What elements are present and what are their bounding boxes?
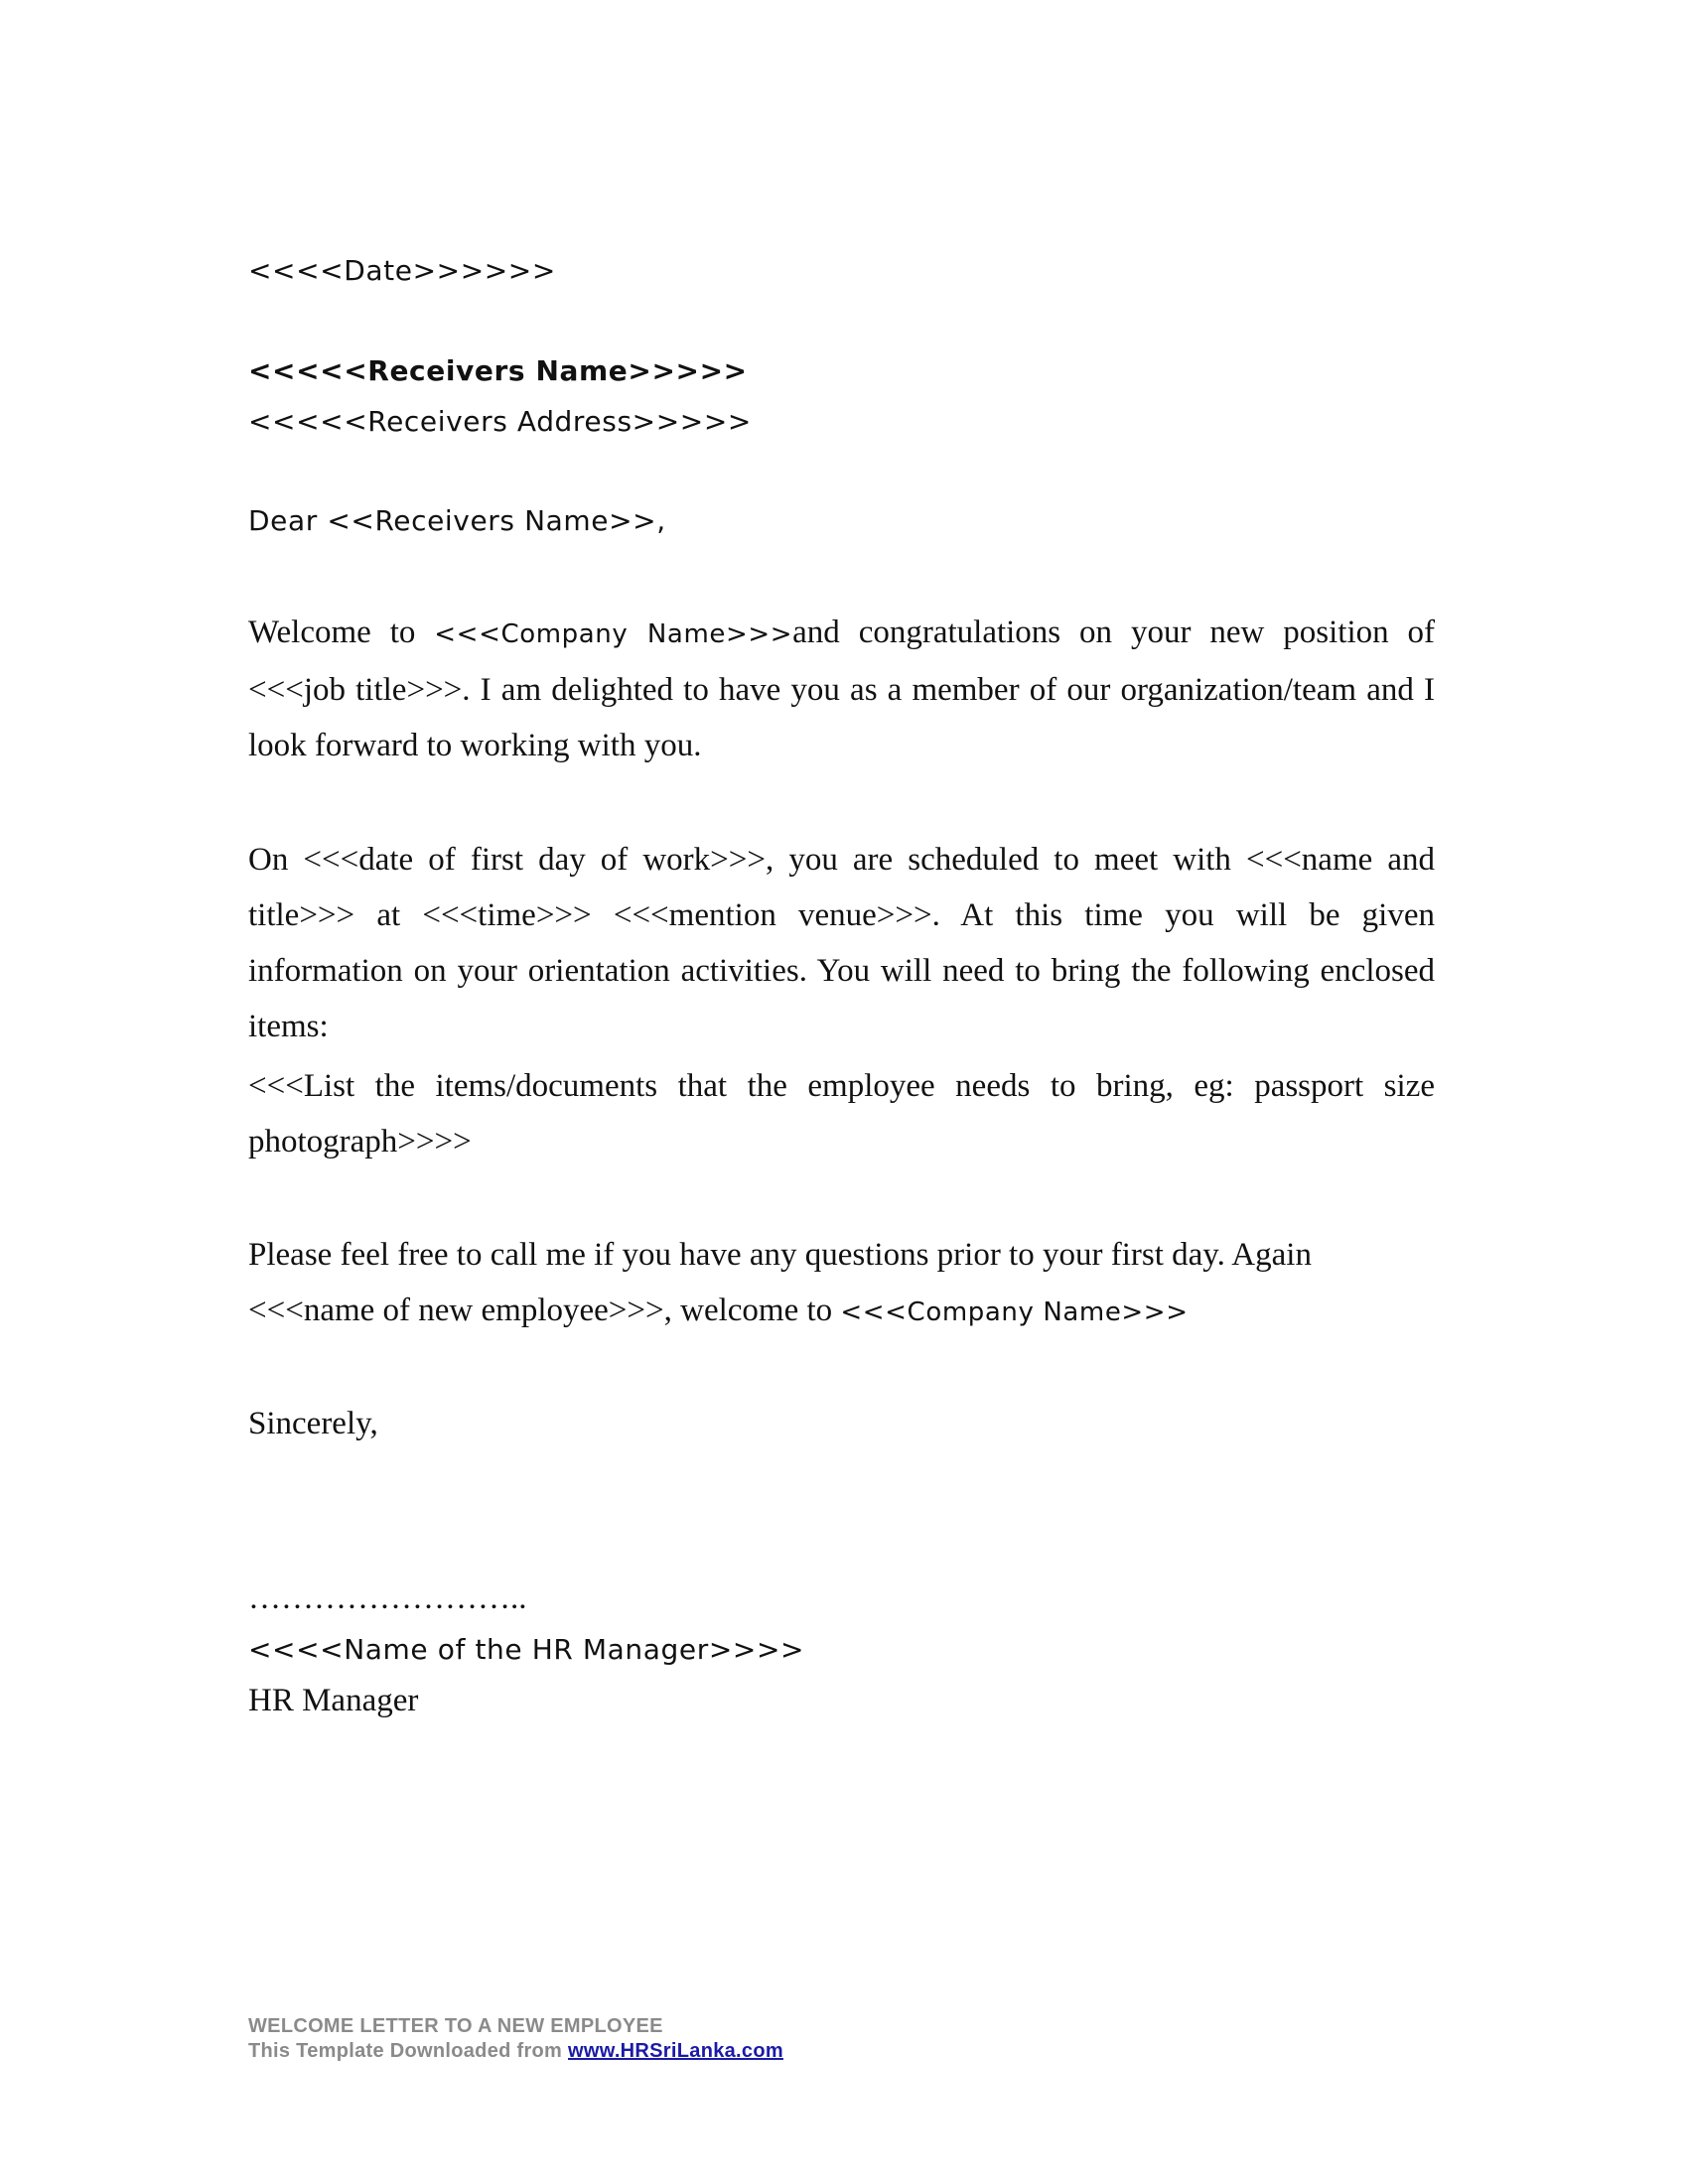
paragraph-text: <<<name of new employee>>>, welcome to [248, 1293, 833, 1328]
paragraph-line: look forward to working with you. [248, 728, 702, 763]
receiver-name: <<<<<Receivers Name>>>>> [248, 354, 748, 387]
paragraph-questions [248, 1227, 1435, 1340]
hr-manager-title: HR Manager [248, 1683, 419, 1718]
paragraph-line: items: [248, 1009, 329, 1044]
footer-website-link[interactable]: www.HRSriLanka.com [568, 2040, 783, 2062]
date-placeholder: <<<<Date>>>>>> [248, 254, 556, 287]
paragraph-welcome [248, 605, 1435, 773]
closing: Sincerely, [248, 1406, 378, 1441]
paragraph-line: On <<<date of first day of work>>>, you are scheduled to meet with <<<name and [248, 842, 1435, 878]
paragraph-text: Welcome to [248, 614, 416, 650]
paragraph-line: <<<List the items/documents that the employee needs to bring, eg: passport size [248, 1068, 1435, 1104]
footer [248, 2014, 1435, 2064]
hr-manager-name: <<<<Name of the HR Manager>>>> [248, 1633, 805, 1666]
company-name-placeholder: <<<Company Name>>> [840, 1297, 1189, 1327]
salutation: Dear <<Receivers Name>>, [248, 504, 666, 537]
footer-download-text: This Template Downloaded from [248, 2040, 563, 2062]
paragraph-line: photograph>>>> [248, 1124, 472, 1160]
paragraph-line: Please feel free to call me if you have any questions prior to your first day. Again [248, 1237, 1312, 1273]
paragraph-line [248, 605, 1435, 662]
paragraph-line: information on your orientation activities. You will need to bring the following enclosed [248, 953, 1435, 989]
paragraph-line: <<<job title>>>. I am delighted to have you as a member of our organization/team and I [248, 672, 1435, 708]
footer-title: WELCOME LETTER TO A NEW EMPLOYEE [248, 2015, 663, 2037]
footer-download-line [248, 2039, 1435, 2064]
company-name-placeholder: <<<Company Name>>> [434, 619, 793, 649]
paragraph-line: title>>> at <<<time>>> <<<mention venue>>>. At this time you will be given [248, 897, 1435, 933]
paragraph-line [248, 1283, 1435, 1340]
paragraph-text: and congratulations on your new position of [792, 614, 1436, 650]
paragraph-orientation [248, 832, 1435, 1169]
signature-line: …………………….. [248, 1580, 527, 1616]
receiver-address: <<<<<Receivers Address>>>>> [248, 405, 752, 438]
